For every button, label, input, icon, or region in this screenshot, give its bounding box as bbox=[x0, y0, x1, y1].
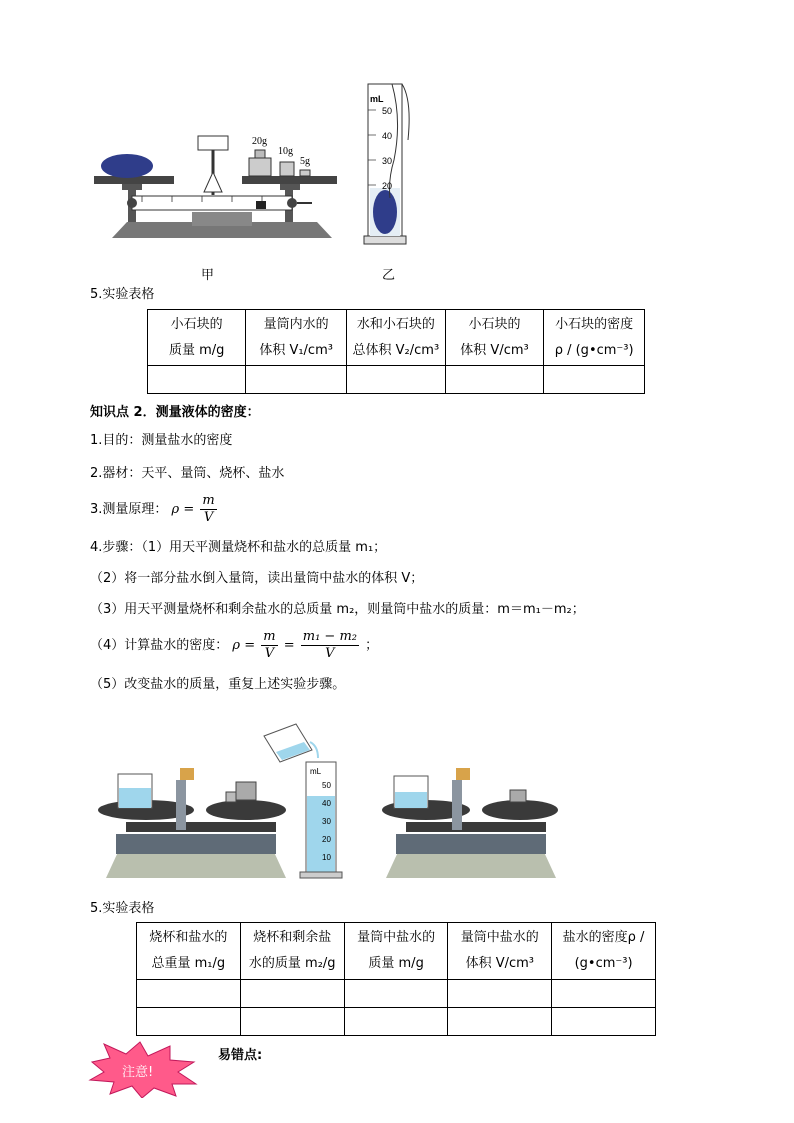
saltwater-density-table bbox=[136, 922, 656, 1036]
principle-line bbox=[90, 493, 219, 526]
table2-title: 5.实验表格 bbox=[90, 901, 155, 916]
step4-line: （4）计算盐水的密度： ρ = $\frac{m}{V}$ = $\frac{\text{m₁ − m₂}}{V}$ ； bbox=[90, 629, 379, 661]
table-header-cell: 小石块的 体积 V/cm³ bbox=[445, 310, 544, 366]
error-prone-label: 易错点: bbox=[218, 1048, 263, 1063]
table-cell[interactable] bbox=[544, 366, 645, 394]
cylinder1-tick-30: 30 bbox=[382, 156, 393, 166]
balance-figure-jia bbox=[92, 110, 352, 250]
step2-line: （2）将一部分盐水倒入量筒，读出量筒中盐水的体积 V； bbox=[90, 571, 424, 586]
table-header-cell: 烧杯和剩余盐 水的质量 m₂/g bbox=[240, 923, 344, 980]
table-header-cell: 小石块的密度 ρ / (g•cm⁻³) bbox=[544, 310, 645, 366]
equipment-line: 2.器材：天平、量筒、烧杯、盐水 bbox=[90, 466, 285, 481]
table-header-cell: 盐水的密度ρ / (g•cm⁻³) bbox=[552, 923, 656, 980]
step1-line: 4.步骤：（1）用天平测量烧杯和盐水的总质量 m₁； bbox=[90, 540, 387, 555]
table1-title: 5.实验表格 bbox=[90, 287, 155, 302]
purpose-line: 1.目的：测量盐水的密度 bbox=[90, 433, 233, 448]
principle-label: 3.测量原理： bbox=[90, 502, 168, 517]
cylinder1-tick-50: 50 bbox=[382, 106, 393, 116]
table-header-row bbox=[137, 923, 656, 980]
table-cell[interactable] bbox=[148, 366, 246, 394]
cylinder2-tick-10: 10 bbox=[322, 853, 331, 862]
cylinder1-unit: mL bbox=[370, 94, 384, 104]
table-cell[interactable] bbox=[346, 366, 445, 394]
table-cell[interactable] bbox=[240, 1008, 344, 1036]
section2-heading: 知识点 2．测量液体的密度： bbox=[90, 405, 260, 420]
cylinder2-tick-20: 20 bbox=[322, 835, 331, 844]
weight-label-10g: 10g bbox=[278, 146, 293, 157]
weight-label-20g: 20g bbox=[252, 136, 267, 147]
table-cell[interactable] bbox=[246, 366, 347, 394]
table-header-cell: 量筒中盐水的 体积 V/cm³ bbox=[448, 923, 552, 980]
figure-caption-yi: 乙 bbox=[382, 268, 396, 283]
table-cell[interactable] bbox=[344, 980, 448, 1008]
cylinder1-tick-20: 20 bbox=[382, 181, 393, 191]
cylinder2-tick-40: 40 bbox=[322, 799, 331, 808]
table-row bbox=[137, 1008, 656, 1036]
step3-line: （3）用天平测量烧杯和剩余盐水的总质量 m₂，则量筒中盐水的质量：m＝m₁－m₂； bbox=[90, 602, 585, 617]
table-row bbox=[137, 980, 656, 1008]
table-header-cell: 烧杯和盐水的 总重量 m₁/g bbox=[137, 923, 241, 980]
table-cell[interactable] bbox=[344, 1008, 448, 1036]
density-calc-formula: ρ = $\frac{m}{V}$ = $\frac{\text{m₁ − m₂}}{V}$ bbox=[232, 629, 357, 661]
cylinder2-unit: mL bbox=[310, 767, 322, 776]
table-cell[interactable] bbox=[448, 1008, 552, 1036]
weight-label-5g: 5g bbox=[300, 156, 310, 167]
figure-caption-jia: 甲 bbox=[201, 268, 215, 283]
density-formula: ρ = $\frac{m}{V}$ bbox=[171, 493, 215, 525]
cylinder2-tick-30: 30 bbox=[322, 817, 331, 826]
stone-density-table bbox=[147, 309, 645, 394]
table-header-cell: 量筒中盐水的 质量 m/g bbox=[344, 923, 448, 980]
liquid-experiment-figure bbox=[96, 712, 566, 884]
table-header-cell: 小石块的 质量 m/g bbox=[148, 310, 246, 366]
table-header-row bbox=[148, 310, 645, 366]
table-cell[interactable] bbox=[448, 980, 552, 1008]
table-header-cell: 量筒内水的 体积 V₁/cm³ bbox=[246, 310, 347, 366]
cylinder2-tick-50: 50 bbox=[322, 781, 331, 790]
step4-label: （4）计算盐水的密度： bbox=[90, 638, 229, 653]
table-cell[interactable] bbox=[552, 1008, 656, 1036]
table-cell[interactable] bbox=[445, 366, 544, 394]
table-cell[interactable] bbox=[137, 1008, 241, 1036]
cylinder1-tick-40: 40 bbox=[382, 131, 393, 141]
table-row bbox=[148, 366, 645, 394]
cylinder-figure-yi bbox=[362, 80, 432, 250]
notice-badge bbox=[88, 1040, 200, 1098]
step5-line: （5）改变盐水的质量，重复上述实验步骤。 bbox=[90, 677, 346, 692]
table-cell[interactable] bbox=[552, 980, 656, 1008]
notice-badge-text: 注意! bbox=[122, 1065, 154, 1080]
table-cell[interactable] bbox=[137, 980, 241, 1008]
table-cell[interactable] bbox=[240, 980, 344, 1008]
table-header-cell: 水和小石块的 总体积 V₂/cm³ bbox=[346, 310, 445, 366]
